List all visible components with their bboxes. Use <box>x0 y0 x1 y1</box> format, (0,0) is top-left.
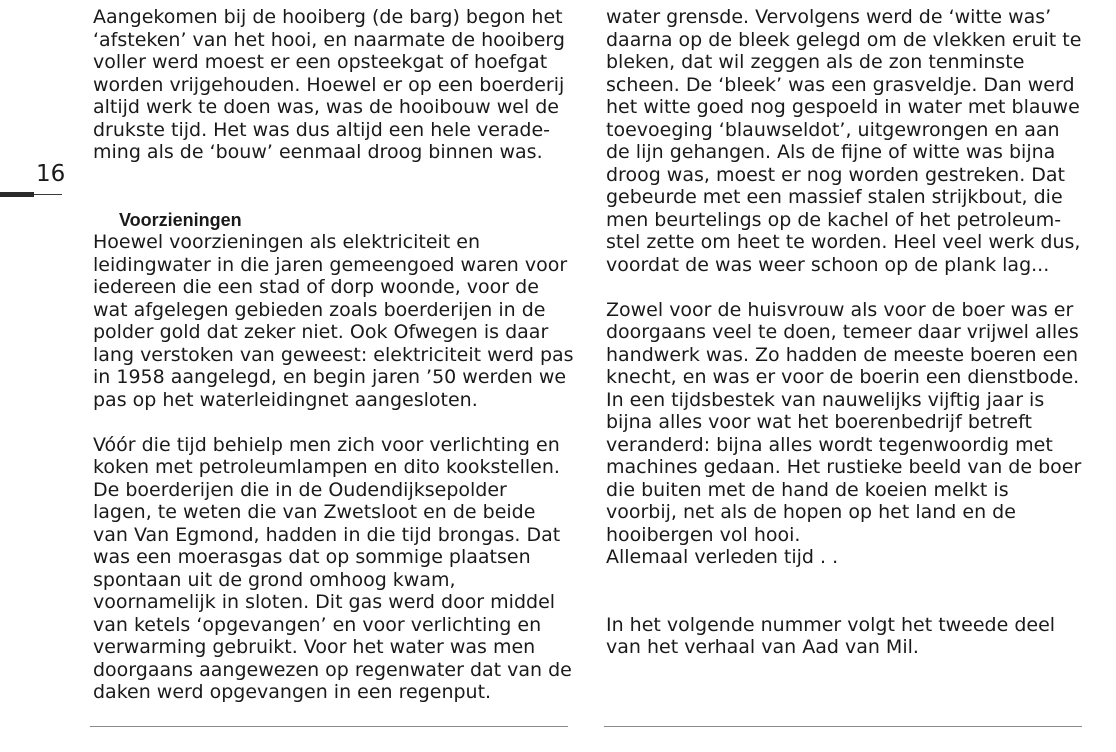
text-line: van Van Egmond, hadden in die tijd brongas. Dat <box>93 523 561 546</box>
text-line: bijna alles voor wat het boerenbedrijf betreft <box>606 411 1032 433</box>
voor-die-tijd-paragraph <box>93 434 571 704</box>
text-line: bleken, dat wil zeggen als de zon tenminste <box>606 51 1025 73</box>
text-line: machines gedaan. Het rustieke beeld van de boer <box>606 456 1082 478</box>
left-column <box>93 6 574 704</box>
footer-rule-left <box>90 726 568 727</box>
text-line: voorbij, net als de hopen op het land en de <box>606 501 1016 523</box>
text-line: De boerderijen die in de Oudendijksepolder <box>93 478 507 501</box>
paragraph-spacer <box>93 411 571 434</box>
text-line: voornamelijk in sloten. Dit gas werd door middel <box>93 591 556 613</box>
text-line: daken werd opgevangen in een regenput. <box>93 681 492 703</box>
text-line: scheen. De ‘bleek’ was een grasveldje. Dan werd <box>606 73 1075 96</box>
paragraph-spacer <box>93 164 571 209</box>
page-number-rule <box>34 194 62 195</box>
wash-paragraph <box>606 6 1084 276</box>
text-line: In een tijdsbestek van nauwelijks vijftig jaar is <box>606 388 1045 411</box>
paragraph-spacer <box>606 569 1084 614</box>
text-line: lagen, te weten die van Zwetsloot en de beide <box>93 501 536 523</box>
text-line: drukste tijd. Het was dus altijd een hele verade- <box>93 118 550 141</box>
section-heading: Voorzieningen <box>119 209 242 230</box>
text-line: van ketels ‘opgevangen’ en voor verlichting en <box>93 613 542 636</box>
text-line: ‘afsteken’ van het hooi, en naarmate de hooiberg <box>93 28 565 51</box>
text-line: koken met petroleumlampen en dito kookstellen. <box>93 456 560 478</box>
voorzieningen-paragraph <box>93 231 574 411</box>
zowel-paragraph <box>606 299 1084 569</box>
text-line: polder gold dat zeker niet. Ook Ofwegen is daar <box>93 321 549 343</box>
paragraph-spacer <box>606 276 1084 299</box>
text-line: hooibergen vol hooi. <box>606 523 801 546</box>
text-line: altijd werk te doen was, was de hooibouw wel de <box>93 96 559 118</box>
right-column <box>606 6 1084 659</box>
text-line: knecht, en was er voor de boerin een dienstbode. <box>606 366 1080 388</box>
text-line: handwerk was. Zo hadden de meeste boeren een <box>606 343 1079 366</box>
text-line: spontaan uit de grond omhoog kwam, <box>93 568 456 591</box>
text-line: water grensde. Vervolgens werd de ‘witte was’ <box>606 6 1052 28</box>
text-line: droog was, moest er nog worden gestreken. Dat <box>606 163 1065 186</box>
text-line: worden vrijgehouden. Hoewel er op een boerderij <box>93 73 565 96</box>
text-line: lang verstoken van geweest: elektriciteit werd pas <box>93 343 574 366</box>
text-line: stel zette om heet te worden. Heel veel werk dus, <box>606 231 1081 253</box>
text-line: de lijn gehangen. Als de fijne of witte was bijna <box>606 141 1056 163</box>
text-line: was een moerasgas dat op sommige plaatsen <box>93 546 531 568</box>
text-line: Zowel voor de huisvrouw als voor de boer was er <box>606 298 1074 321</box>
text-line: wat afgelegen gebieden zoals boerderijen in de <box>93 298 546 321</box>
text-line: pas op het waterleidingnet aangesloten. <box>93 388 478 411</box>
footer-rule-right <box>604 726 1082 727</box>
text-line: Vóór die tijd behielp men zich voor verlichting en <box>93 433 560 456</box>
text-line: verwarming gebruikt. Voor het water was men <box>93 636 536 658</box>
text-line: men beurtelings op de kachel of het petroleum- <box>606 208 1062 231</box>
text-line: in 1958 aangelegd, en begin jaren ’50 werden we <box>93 366 567 388</box>
text-line: Allemaal verleden tijd . . <box>606 546 839 568</box>
text-line: Aangekomen bij de hooiberg (de barg) begon het <box>93 6 563 28</box>
closing-paragraph <box>606 614 1084 659</box>
text-line: doorgaans aangewezen op regenwater dat van de <box>93 658 572 681</box>
text-line: toevoeging ‘blauwseldot’, uitgewrongen en aan <box>606 118 1060 141</box>
text-line: voordat de was weer schoon op de plank lag... <box>606 253 1050 276</box>
text-line: Hoewel voorzieningen als elektriciteit en <box>93 231 481 253</box>
text-line: ming als de ‘bouw’ eenmaal droog binnen was. <box>93 141 543 163</box>
text-line: In het volgende nummer volgt het tweede deel <box>606 613 1056 636</box>
intro-paragraph <box>93 6 571 164</box>
text-line: leidingwater in die jaren gemeengoed waren voor <box>93 253 568 276</box>
text-line: voller werd moest er een opsteekgat of hoefgat <box>93 51 548 73</box>
page-number: 16 <box>36 161 66 187</box>
text-line: die buiten met de hand de koeien melkt is <box>606 478 1009 501</box>
page-number-marker <box>0 192 34 197</box>
text-line: daarna op de bleek gelegd om de vlekken eruit te <box>606 28 1082 51</box>
text-line: iedereen die een stad of dorp woonde, voor de <box>93 276 539 298</box>
text-line: doorgaans veel te doen, temeer daar vrijwel alles <box>606 321 1079 343</box>
text-line: van het verhaal van Aad van Mil. <box>606 636 919 658</box>
text-line: veranderd: bijna alles wordt tegenwoordig met <box>606 433 1053 456</box>
text-line: gebeurde met een massief stalen strijkbout, die <box>606 186 1063 208</box>
text-line: het witte goed nog gespoeld in water met blauwe <box>606 96 1080 118</box>
